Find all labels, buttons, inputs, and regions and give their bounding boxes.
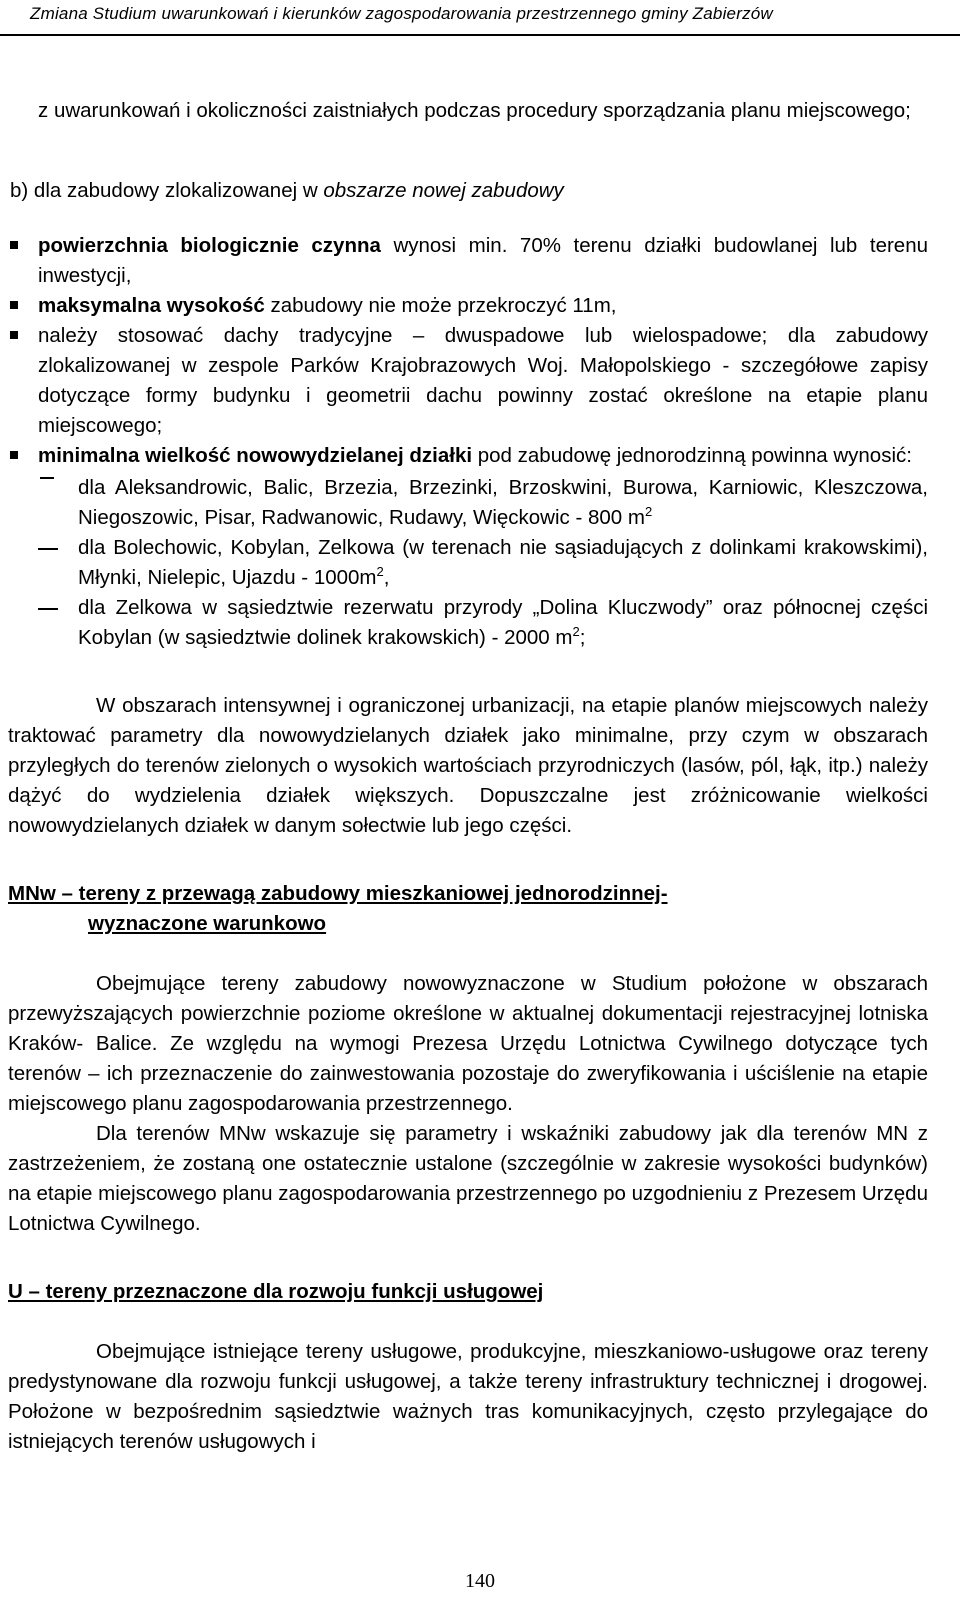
heading-mnw-line1: MNw – tereny z przewagą zabudowy mieszkaniowej jednorodzinnej- <box>8 882 668 905</box>
bullet-item <box>0 441 928 471</box>
section-heading-u <box>0 1277 960 1307</box>
bullet-text: pod zabudowę jednorodzinną powinna wynosić: <box>472 444 912 467</box>
dash-item <box>0 533 928 593</box>
paragraph-mnw-1: Obejmujące tereny zabudowy nowowyznaczone w Studium położone w obszarach przewyższających powierzchnie poziome określone w aktualnej dokumentacji rejestracyjnej lotniska Kraków- Balice. Ze względu na wymogi Prezesa Urzędu Lotnictwa Cywilnego dotyczące tych terenów – ich przeznaczenie do zainwestowania pozostaje do zweryfikowania i uściślenie na etapie miejscowego planu zagospodarowania przestrzennego. <box>8 972 928 1115</box>
item-b-text: b) dla zabudowy zlokalizowanej w <box>10 179 324 202</box>
item-b-italic: obszarze nowej zabudowy <box>323 179 564 202</box>
heading-u: U – tereny przeznaczone dla rozwoju funkcji usługowej <box>8 1280 544 1303</box>
bullet-list <box>0 231 960 471</box>
dash-tail: , <box>383 566 390 589</box>
paragraph-mnw-2: Dla terenów MNw wskazuje się parametry i wskaźniki zabudowy jak dla terenów MN z zastrzeżeniem, że zostaną one ostatecznie ustalone (szczególnie w zakresie wysokości budynków) na etapie miejscowego planu zagospodarowania przestrzennego po uzgodnieniu z Prezesem Urzędu Lotnictwa Cywilnego. <box>8 1122 928 1235</box>
square-bullet-icon <box>10 301 18 309</box>
superscript: 2 <box>376 564 384 580</box>
paragraph-urbanization: W obszarach intensywnej i ograniczonej urbanizacji, na etapie planów miejscowych należy traktować parametry dla nowowydzielanych działek jako minimalne, przy czym w obszarach przyległych do terenów zielonych o wysokich wartościach przyrodniczych (lasów, pól, łąk, itp.) należy dążyć do wydzielenia działek większych. Dopuszczalne jest zróżnicowanie wielkości nowowydzielanych działek w danym sołectwie lub jego części. <box>8 694 928 837</box>
bullet-text: zabudowy nie może przekroczyć 11m, <box>264 294 617 317</box>
square-bullet-icon <box>10 451 18 459</box>
page-number: 140 <box>465 1570 495 1592</box>
page-header: Zmiana Studium uwarunkowań i kierunków zagospodarowania przestrzennego gminy Zabierzów <box>30 4 773 23</box>
header-divider <box>0 34 960 36</box>
dash-bullet-icon <box>40 477 54 479</box>
bullet-text: wynosi min. 70% terenu działki budowlanej lub terenu inwestycji, <box>38 234 928 287</box>
item-b <box>0 176 930 206</box>
dash-text: dla Bolechowic, Kobylan, Zelkowa (w terenach nie sąsiadujących z dolinkami krakowskimi), Młynki, Nielepic, Ujazdu - 1000m <box>78 536 928 589</box>
dash-tail: ; <box>579 626 586 649</box>
superscript: 2 <box>572 624 580 640</box>
dash-list <box>0 473 960 653</box>
section-heading-mnw <box>0 879 960 939</box>
bullet-item <box>0 321 928 441</box>
bullet-text: należy stosować dachy tradycyjne – dwuspadowe lub wielospadowe; dla zabudowy zlokalizowanej w zespole Parków Krajobrazowych Woj. Małopolskiego - szczegółowe zapisy dotyczące formy budynku i geometrii dachu powinny zostać określone na etapie planu miejscowego; <box>38 324 928 437</box>
bullet-item <box>0 291 928 321</box>
bullet-bold: minimalna wielkość nowowydzielanej działki <box>38 444 473 467</box>
bullet-bold: powierzchnia biologicznie czynna <box>38 234 381 257</box>
dash-item <box>0 593 928 653</box>
dash-item <box>0 473 928 533</box>
superscript: 2 <box>644 504 653 520</box>
bullet-item <box>0 231 928 291</box>
dash-bullet-icon <box>38 608 58 610</box>
dash-bullet-icon <box>38 548 58 550</box>
intro-continuation: z uwarunkowań i okoliczności zaistniałych podczas procedury sporządzania planu miejscowego; <box>38 99 911 122</box>
paragraph-u-1: Obejmujące istniejące tereny usługowe, produkcyjne, mieszkaniowo-usługowe oraz tereny predystynowane dla rozwoju funkcji usługowej, a także tereny infrastruktury technicznej i drogowej. Położone w bezpośrednim sąsiedztwie ważnych tras komunikacyjnych, często przylegające do istniejących terenów usługowych i <box>8 1340 928 1453</box>
dash-text: dla Zelkowa w sąsiedztwie rezerwatu przyrody „Dolina Kluczwody” oraz północnej części Kobylan (w sąsiedztwie dolinek krakowskich) - 2000 m <box>78 596 928 649</box>
square-bullet-icon <box>10 331 18 339</box>
dash-text: dla Aleksandrowic, Balic, Brzezia, Brzezinki, Brzoskwini, Burowa, Karniowic, Kleszczowa, Niegoszowic, Pisar, Radwanowic, Rudawy, Więckowic - 800 m <box>78 476 928 529</box>
bullet-bold: maksymalna wysokość <box>38 294 265 317</box>
document-body <box>0 96 960 1457</box>
square-bullet-icon <box>10 241 18 249</box>
heading-mnw-line2: wyznaczone warunkowo <box>88 912 327 935</box>
